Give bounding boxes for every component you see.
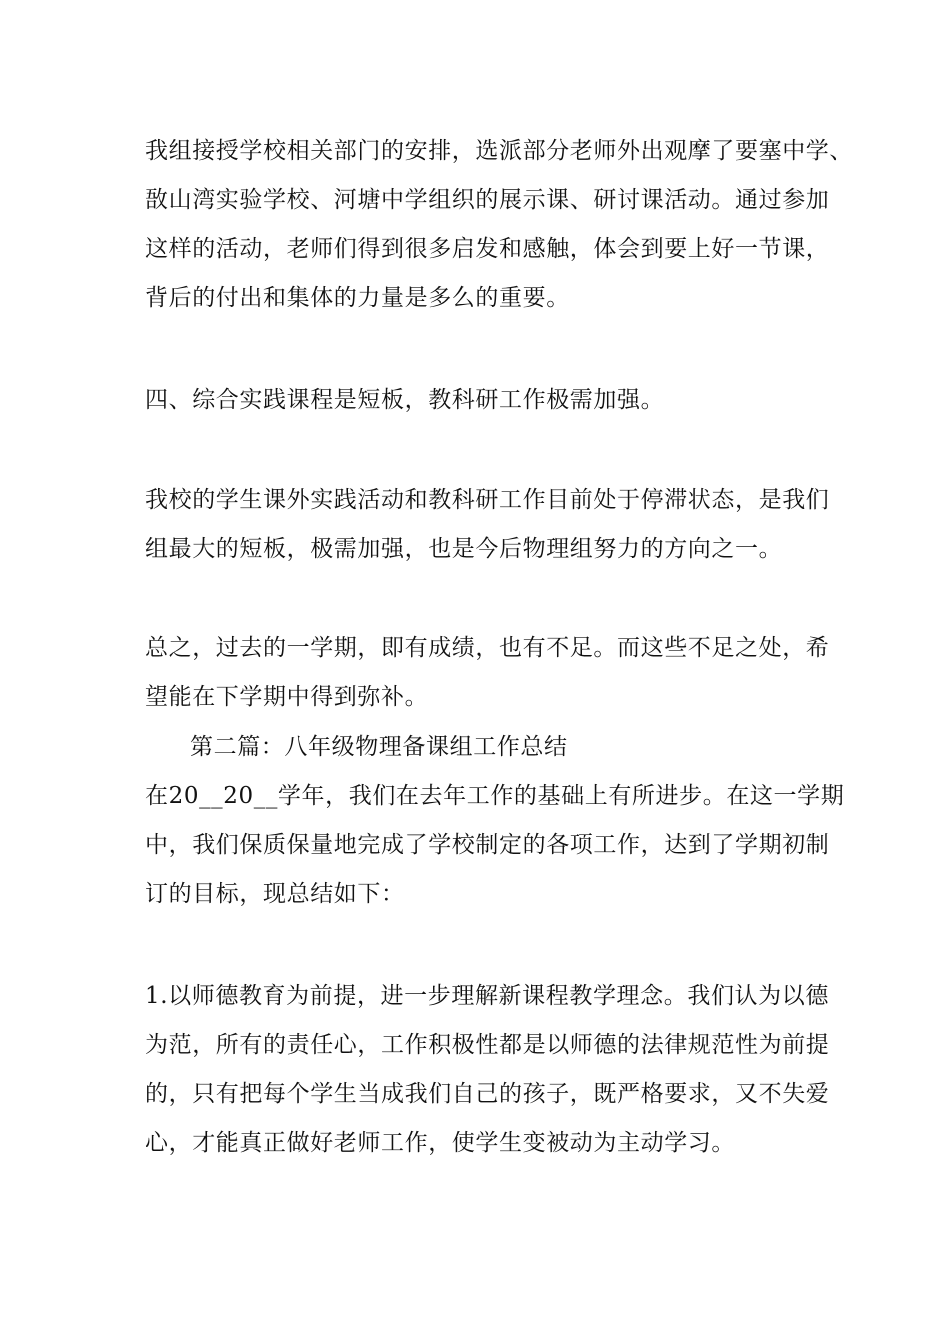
article-title: 第二篇：八年级物理备课组工作总结	[190, 734, 568, 760]
paragraph-4-line-2: 望能在下学期中得到弥补。	[145, 684, 429, 710]
paragraph-6-line-1: 在20__20__学年，我们在去年工作的基础上有所进步。在这一学期	[145, 783, 845, 809]
paragraph-7-line-2: 为范，所有的责任心，工作积极性都是以师德的法律规范性为前提	[145, 1032, 830, 1058]
paragraph-1-line-2: 敔山湾实验学校、河塘中学组织的展示课、研讨课活动。通过参加	[145, 187, 830, 213]
paragraph-6-line-2: 中，我们保质保量地完成了学校制定的各项工作，达到了学期初制	[145, 832, 830, 858]
paragraph-1-line-1: 我组接授学校相关部门的安排，选派部分老师外出观摩了要塞中学、	[145, 138, 853, 164]
paragraph-6-line-3: 订的目标，现总结如下：	[145, 881, 405, 907]
paragraph-7-line-3: 的，只有把每个学生当成我们自己的孩子，既严格要求，又不失爱	[145, 1081, 830, 1107]
paragraph-3-line-1: 我校的学生课外实践活动和教科研工作目前处于停滞状态，是我们	[145, 487, 830, 513]
paragraph-7-line-1: 1.以师德教育为前提，进一步理解新课程教学理念。我们认为以德	[145, 983, 829, 1009]
paragraph-1-line-3: 这样的活动，老师们得到很多启发和感触，体会到要上好一节课，	[145, 236, 830, 262]
paragraph-4-line-1: 总之，过去的一学期，即有成绩，也有不足。而这些不足之处，希	[145, 635, 830, 661]
section-heading-4: 四、综合实践课程是短板，教科研工作极需加强。	[145, 387, 665, 413]
paragraph-3-line-2: 组最大的短板，极需加强，也是今后物理组努力的方向之一。	[145, 536, 783, 562]
paragraph-7-line-4: 心，才能真正做好老师工作，使学生变被动为主动学习。	[145, 1130, 735, 1156]
paragraph-1-line-4: 背后的付出和集体的力量是多么的重要。	[145, 285, 570, 311]
